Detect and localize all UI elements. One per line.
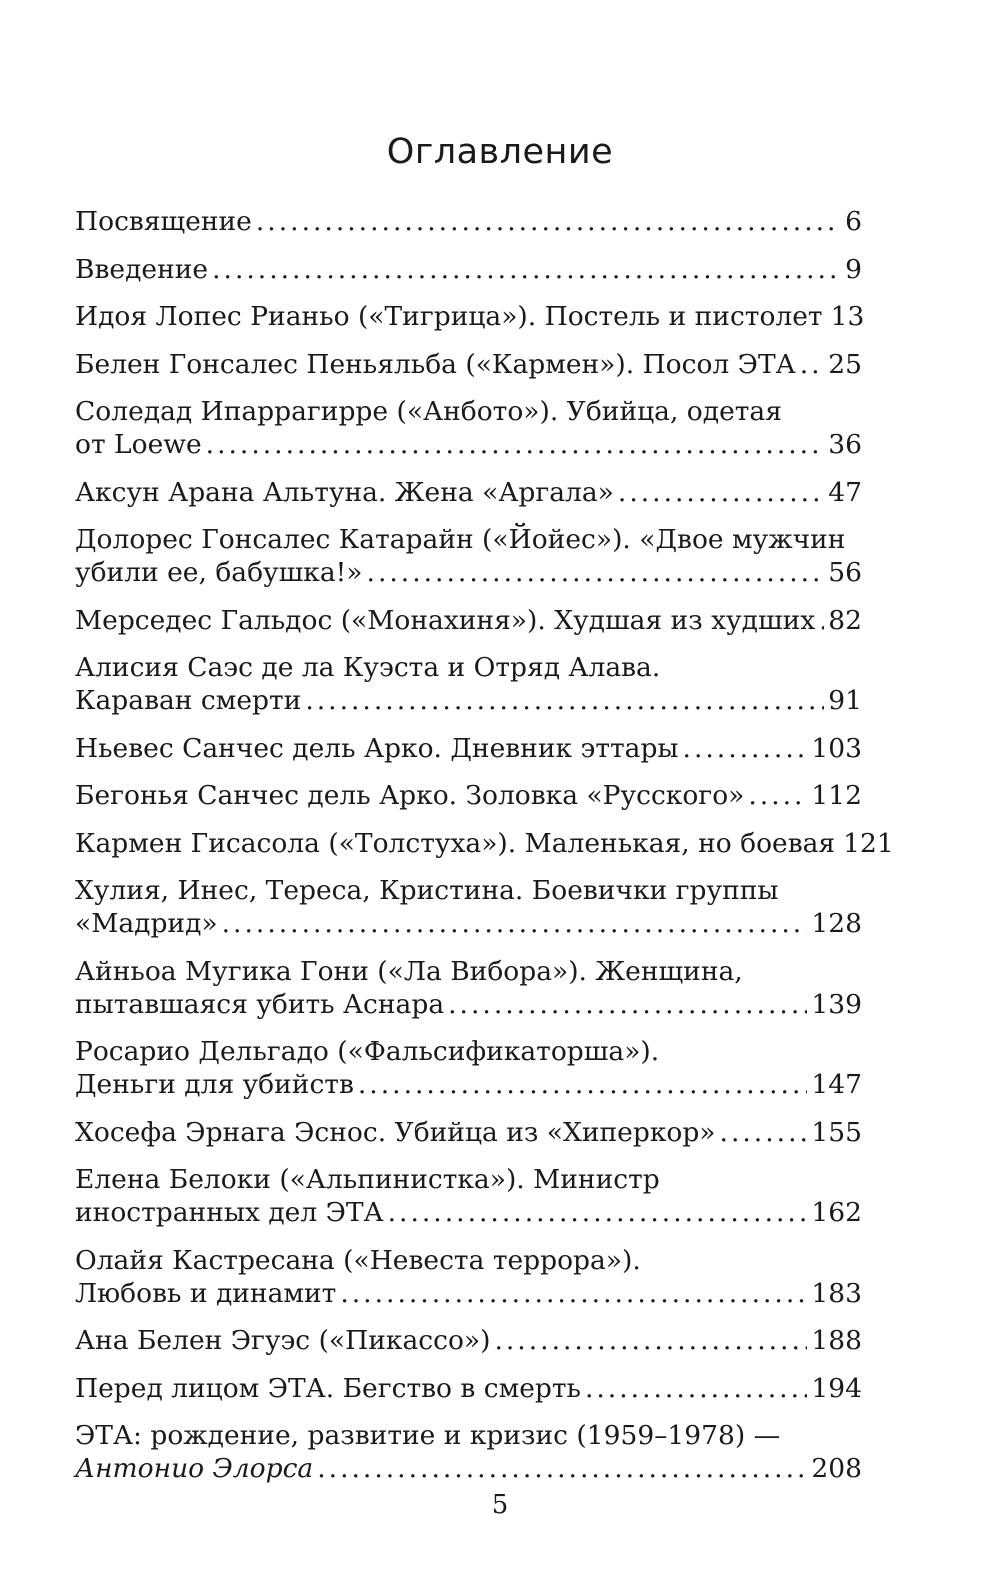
dot-leader bbox=[222, 907, 808, 940]
dot-leader bbox=[720, 1116, 808, 1149]
toc-entry bbox=[75, 732, 862, 765]
toc-entry-last-line bbox=[75, 1324, 862, 1357]
toc-entry bbox=[75, 1035, 862, 1101]
toc-entry-page-number: 121 bbox=[843, 827, 894, 859]
toc-entry-last-line bbox=[75, 556, 862, 589]
toc-entry-title: Бегонья Санчес дель Арко. Золовка «Русского» bbox=[75, 780, 745, 811]
dot-leader bbox=[358, 1068, 808, 1101]
toc-entry-page-number: 6 bbox=[845, 206, 862, 237]
toc-entry-last-line bbox=[75, 988, 862, 1021]
toc-entry-title: «Мадрид» bbox=[75, 908, 218, 939]
toc-entry-page-number: 183 bbox=[811, 1277, 862, 1309]
toc-entry-last-line bbox=[75, 1452, 862, 1485]
toc-entry bbox=[75, 476, 862, 509]
toc-entry-page-number: 91 bbox=[828, 685, 862, 716]
toc-entry-page-number: 194 bbox=[811, 1372, 862, 1404]
toc-entry-last-line bbox=[75, 300, 865, 333]
toc-entry-title-line: Елена Белоки («Альпинистка»). Министр bbox=[75, 1164, 660, 1195]
toc-entry bbox=[75, 253, 862, 286]
dot-leader bbox=[256, 205, 841, 238]
toc-entry-last-line bbox=[75, 604, 862, 637]
toc-entry-last-line bbox=[75, 907, 862, 940]
toc-entry-title: Посвящение bbox=[75, 206, 252, 237]
toc-entry-title: Кармен Гисасола («Толстуха»). Маленькая, но боевая bbox=[75, 827, 836, 859]
toc-entry-title: Аксун Арана Альтуна. Жена «Аргала» bbox=[75, 476, 614, 508]
toc-entry-page-number: 36 bbox=[828, 429, 862, 460]
toc-entry-page-number: 139 bbox=[811, 988, 862, 1020]
toc-entry-title-line: Айньоа Мугика Гони («Ла Вибора»). Женщина, bbox=[75, 955, 743, 987]
toc-entry-last-line bbox=[75, 428, 862, 461]
toc-entry-page-number: 188 bbox=[811, 1325, 862, 1356]
toc-entry-last-line bbox=[75, 779, 862, 812]
toc-entry-title-line: Алисия Саэс де ла Куэста и Отряд Алава. bbox=[75, 652, 661, 683]
toc-entry bbox=[75, 395, 862, 461]
dot-leader bbox=[367, 556, 825, 589]
toc-entry-last-line bbox=[75, 684, 862, 717]
dot-leader bbox=[618, 476, 824, 509]
toc-entry bbox=[75, 1244, 862, 1310]
toc-entry-title: Любовь и динамит bbox=[75, 1277, 337, 1309]
toc-entry-page-number: 82 bbox=[828, 604, 862, 636]
toc-entry bbox=[75, 1116, 862, 1149]
toc-entry-title: убили ее, бабушка!» bbox=[75, 557, 363, 588]
toc-entry-title-line: Соледад Ипаррагирре («Анбото»). Убийца, одетая bbox=[75, 396, 782, 427]
toc-entry bbox=[75, 955, 862, 1021]
toc-entry bbox=[75, 1324, 862, 1357]
toc-entry-last-line bbox=[75, 1116, 862, 1149]
dot-leader bbox=[800, 348, 825, 381]
toc-entry-page-number: 9 bbox=[845, 253, 862, 285]
toc-entry-title-line: Олайя Кастресана («Невеста террора»). bbox=[75, 1244, 641, 1276]
dot-leader bbox=[206, 428, 825, 461]
toc-entry-title: иностранных дел ЭТА bbox=[75, 1197, 384, 1228]
dot-leader bbox=[748, 779, 807, 812]
toc-entry-title: Введение bbox=[75, 253, 209, 285]
toc-entry-title-line: Долорес Гонсалес Катарайн («Йойес»). «Двое мужчин bbox=[75, 524, 846, 555]
toc-entry-title: Караван смерти bbox=[75, 685, 302, 716]
dot-leader bbox=[305, 684, 824, 717]
toc-entry-title: Мерседес Гальдос («Монахиня»). Худшая из худших bbox=[75, 604, 816, 636]
toc-entry-last-line bbox=[75, 1196, 862, 1229]
toc-entry-last-line bbox=[75, 1068, 862, 1101]
toc-entry bbox=[75, 523, 862, 589]
toc-entry-title: от Loewe bbox=[75, 429, 202, 460]
toc-entry-title: Идоя Лопес Рианьо («Тигрица»). Постель и пистолет bbox=[75, 301, 823, 332]
toc-entry-last-line bbox=[75, 205, 862, 238]
dot-leader bbox=[494, 1324, 807, 1357]
toc-entry-author: Антонио Элорса bbox=[75, 1453, 314, 1484]
toc-entry-page-number: 155 bbox=[811, 1116, 862, 1148]
toc-entry-page-number: 147 bbox=[811, 1069, 862, 1100]
toc-entry-title: Ана Белен Эгуэс («Пикассо») bbox=[75, 1325, 491, 1356]
dot-leader bbox=[585, 1372, 807, 1405]
toc-entry-title: Ньевес Санчес дель Арко. Дневник эттары bbox=[75, 732, 679, 764]
toc-entry-last-line bbox=[75, 1372, 862, 1405]
toc-entry bbox=[75, 1163, 862, 1229]
dot-leader bbox=[388, 1196, 808, 1229]
toc-entry-title-line: Росарио Дельгадо («Фальсификаторша»). bbox=[75, 1036, 660, 1067]
dot-leader bbox=[448, 988, 807, 1021]
page-number: 5 bbox=[491, 1490, 509, 1520]
toc-entry-title: Деньги для убийств bbox=[75, 1069, 354, 1100]
toc-entry bbox=[75, 827, 894, 860]
toc-entry-page-number: 162 bbox=[811, 1197, 862, 1228]
toc-entry-title: Перед лицом ЭТА. Бегство в смерть bbox=[75, 1372, 581, 1404]
toc-entry-page-number: 13 bbox=[830, 301, 865, 332]
toc-entry-last-line bbox=[75, 348, 862, 381]
toc-entry bbox=[75, 779, 862, 812]
toc-entry bbox=[75, 604, 862, 637]
toc-entry-page-number: 103 bbox=[811, 732, 862, 764]
toc-entry-last-line bbox=[75, 732, 862, 765]
toc-entry-page-number: 56 bbox=[828, 557, 862, 588]
dot-leader bbox=[317, 1452, 807, 1485]
toc-entry-last-line bbox=[75, 253, 862, 286]
toc-entry bbox=[75, 651, 862, 717]
toc-entry-last-line bbox=[75, 827, 894, 860]
toc-entry-page-number: 128 bbox=[811, 908, 862, 939]
dot-leader bbox=[683, 732, 808, 765]
toc-entry bbox=[75, 348, 862, 381]
toc-entry-page-number: 112 bbox=[811, 780, 862, 811]
toc-entry-last-line bbox=[75, 476, 862, 509]
toc-entry-title: пытавшаяся убить Аснара bbox=[75, 988, 445, 1020]
toc-entry-page-number: 208 bbox=[811, 1453, 862, 1484]
table-of-contents bbox=[75, 205, 894, 1500]
toc-entry-page-number: 47 bbox=[828, 476, 862, 508]
toc-entry bbox=[75, 205, 862, 238]
dot-leader bbox=[340, 1277, 807, 1310]
toc-entry-title-line: ЭТА: рождение, развитие и кризис (1959–1978) — bbox=[75, 1420, 781, 1451]
toc-entry bbox=[75, 300, 865, 333]
toc-entry-last-line bbox=[75, 1277, 862, 1310]
dot-leader bbox=[212, 253, 841, 286]
toc-entry bbox=[75, 874, 862, 940]
toc-entry bbox=[75, 1372, 862, 1405]
toc-entry-page-number: 25 bbox=[828, 348, 862, 380]
page-title: Оглавление bbox=[386, 132, 614, 172]
toc-entry-title: Хосефа Эрнага Эснос. Убийца из «Хиперкор» bbox=[75, 1116, 716, 1148]
toc-entry-title: Белен Гонсалес Пеньяльба («Кармен»). Посол ЭТА bbox=[75, 348, 796, 380]
toc-entry-title-line: Хулия, Инес, Тереса, Кристина. Боевички группы bbox=[75, 875, 779, 906]
dot-leader bbox=[819, 604, 824, 637]
toc-entry bbox=[75, 1419, 862, 1485]
